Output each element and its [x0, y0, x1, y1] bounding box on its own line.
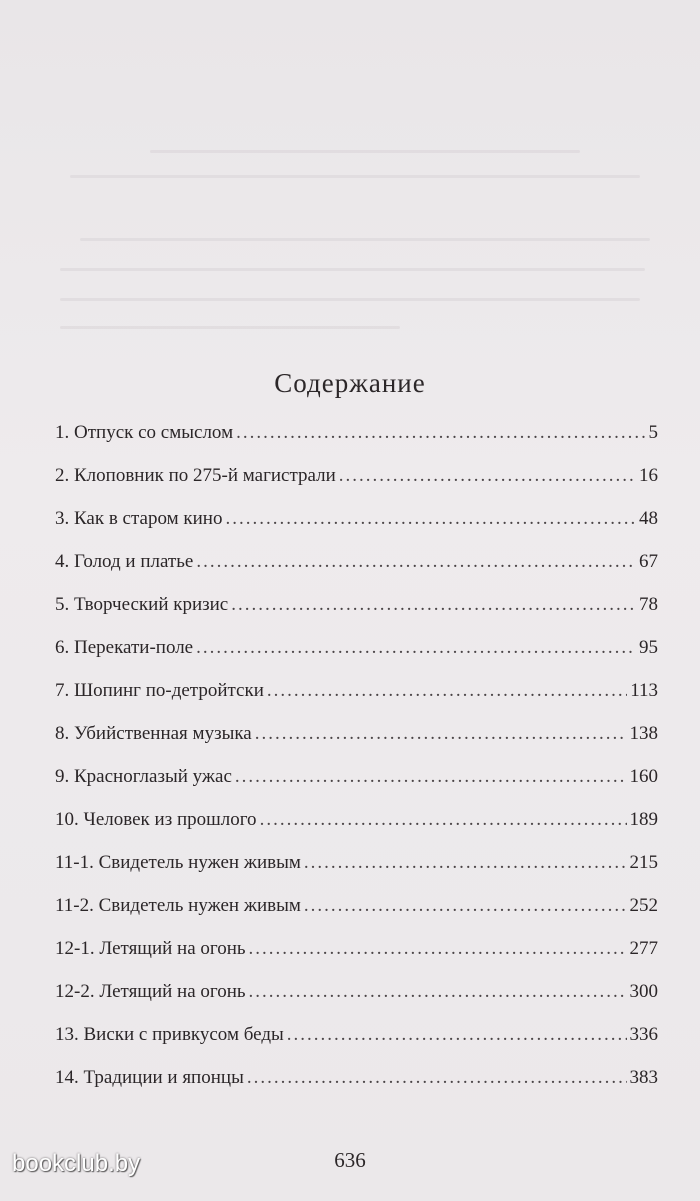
toc-leader-dots: [304, 852, 627, 874]
toc-entry-title: 3. Как в старом кино: [55, 508, 223, 529]
toc-entry-page: 78: [639, 594, 658, 615]
toc-leader-dots: [247, 1067, 627, 1089]
page-title: Содержание: [274, 368, 426, 398]
page-number: 636: [334, 1148, 366, 1172]
toc-entry-title: 10. Человек из прошлого: [55, 809, 257, 830]
toc-entry-title: 11-1. Свидетель нужен живым: [55, 852, 301, 873]
toc-entry: [55, 1024, 658, 1067]
toc-entry-title: 14. Традиции и японцы: [55, 1067, 244, 1088]
toc-leader-dots: [196, 637, 636, 659]
toc-entry-title: 11-2. Свидетель нужен живым: [55, 895, 301, 916]
toc-leader-dots: [287, 1024, 627, 1046]
toc-entry: [55, 809, 658, 852]
toc-leader-dots: [260, 809, 627, 831]
bleed-through-line: [80, 238, 650, 241]
toc-entry: [55, 508, 658, 551]
bleed-through-line: [60, 326, 400, 329]
toc-leader-dots: [304, 895, 627, 917]
toc-entry-title: 1. Отпуск со смыслом: [55, 422, 234, 443]
toc-entry-page: 16: [639, 465, 658, 486]
toc-entry-title: 8. Убийственная музыка: [55, 723, 252, 744]
toc-leader-dots: [196, 551, 636, 573]
bleed-through-line: [60, 268, 645, 271]
toc-entry: [55, 938, 658, 981]
toc-entry: [55, 465, 658, 508]
toc-leader-dots: [255, 723, 627, 745]
bleed-through-line: [70, 175, 640, 178]
toc-entry-page: 383: [629, 1067, 658, 1088]
toc-entry-page: 277: [629, 938, 658, 959]
toc-entry: [55, 551, 658, 594]
toc-entry-page: 336: [629, 1024, 658, 1045]
bleed-through-line: [60, 298, 640, 301]
toc-entry: [55, 895, 658, 938]
toc-leader-dots: [267, 680, 627, 702]
toc-leader-dots: [339, 465, 636, 487]
toc-entry-title: 4. Голод и платье: [55, 551, 194, 572]
toc-leader-dots: [236, 422, 645, 444]
toc-entry-title: 5. Творческий кризис: [55, 594, 229, 615]
toc-entry: [55, 422, 658, 465]
toc-entry-page: 113: [630, 680, 658, 701]
toc-entry-title: 13. Виски с привкусом беды: [55, 1024, 284, 1045]
toc-entry-page: 95: [639, 637, 658, 658]
toc-entry-page: 300: [629, 981, 658, 1002]
toc-entry-page: 252: [629, 895, 658, 916]
toc-entry-page: 48: [639, 508, 658, 529]
toc-leader-dots: [249, 981, 627, 1003]
toc-entry: [55, 680, 658, 723]
toc-entry: [55, 852, 658, 895]
toc-entry-page: 160: [629, 766, 658, 787]
toc-entry-title: 2. Клоповник по 275-й магистрали: [55, 465, 336, 486]
table-of-contents: [55, 422, 658, 1110]
toc-entry-title: 7. Шопинг по-детройтски: [55, 680, 264, 701]
toc-entry-title: 9. Красноглазый ужас: [55, 766, 232, 787]
toc-entry-title: 12-1. Летящий на огонь: [55, 938, 246, 959]
toc-leader-dots: [249, 938, 627, 960]
toc-entry-page: 67: [639, 551, 658, 572]
toc-entry-title: 12-2. Летящий на огонь: [55, 981, 246, 1002]
toc-leader-dots: [231, 594, 636, 616]
toc-entry-page: 138: [629, 723, 658, 744]
toc-entry-page: 215: [629, 852, 658, 873]
watermark: bookclub.by: [12, 1150, 141, 1177]
toc-entry-page: 5: [648, 422, 658, 443]
toc-leader-dots: [225, 508, 636, 530]
toc-entry: [55, 981, 658, 1024]
toc-entry: [55, 637, 658, 680]
toc-entry-title: 6. Перекати-поле: [55, 637, 194, 658]
toc-leader-dots: [235, 766, 627, 788]
toc-entry: [55, 766, 658, 809]
toc-entry: [55, 1067, 658, 1110]
toc-entry-page: 189: [629, 809, 658, 830]
toc-entry: [55, 723, 658, 766]
toc-entry: [55, 594, 658, 637]
bleed-through-line: [150, 150, 580, 153]
